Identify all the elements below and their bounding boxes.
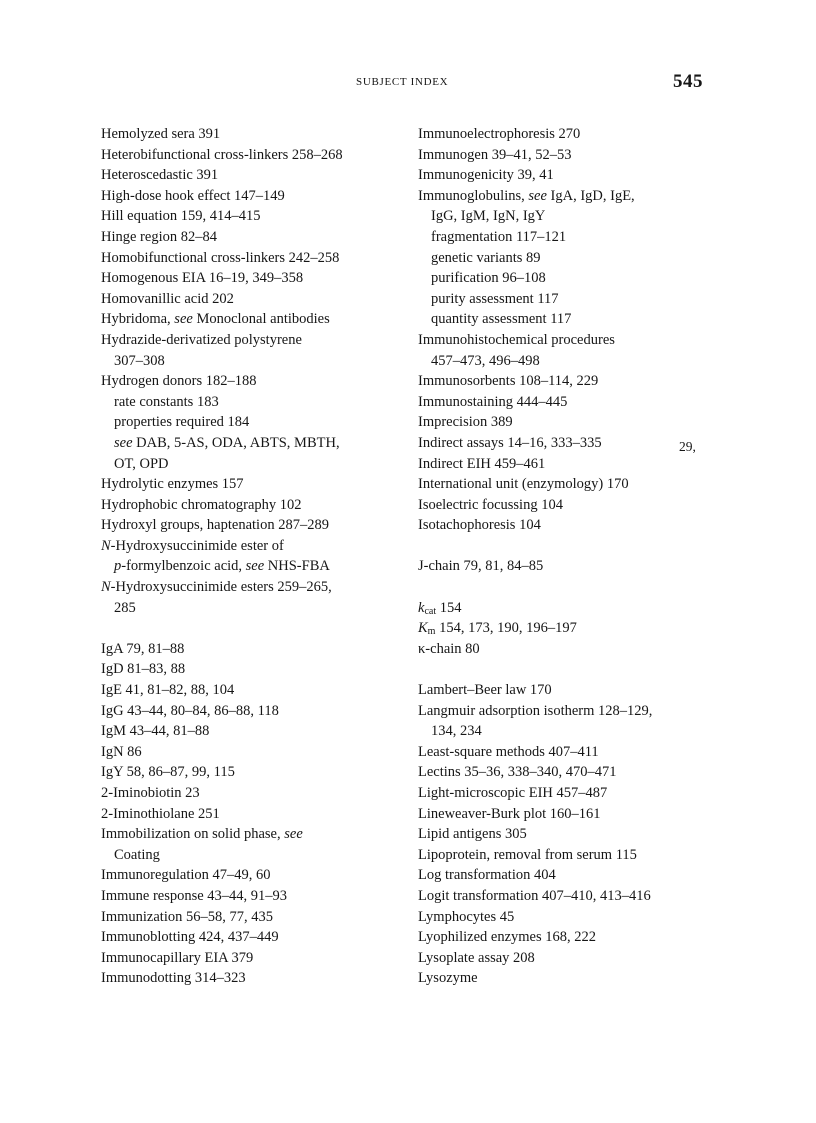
entry-text: see [284, 826, 303, 843]
entry-text: -Hydroxysuccinimide esters 259–265, [110, 579, 332, 596]
entry-text: Immunoblotting 424, 437–449 [101, 929, 279, 946]
index-entry [418, 865, 718, 886]
entry-text: -formylbenzoic acid, [121, 558, 246, 575]
entry-text: see [174, 311, 193, 328]
index-entry [101, 948, 421, 969]
entry-text: Lectins 35–36, 338–340, 470–471 [418, 764, 617, 781]
index-entry [418, 618, 718, 639]
entry-text: Monoclonal antibodies [192, 311, 330, 328]
entry-text: Lipoprotein, removal from serum 115 [418, 846, 637, 863]
index-entry [418, 371, 718, 392]
index-subentry [418, 206, 718, 227]
index-entry [101, 309, 421, 330]
entry-text: Langmuir adsorption isotherm 128–129, [418, 702, 653, 719]
index-entry [101, 762, 421, 783]
entry-text: IgA, IgD, IgE, [546, 187, 635, 204]
index-entry [418, 927, 718, 948]
entry-text: rate constants 183 [114, 393, 219, 410]
entry-text: IgG, IgM, IgN, IgY [431, 208, 546, 225]
entry-text: Hybridoma, [101, 311, 175, 328]
entry-text: purification 96–108 [431, 270, 546, 287]
index-entry [101, 248, 421, 269]
entry-text: -Hydroxysuccinimide ester of [110, 537, 284, 554]
index-spacer [418, 577, 718, 598]
entry-text: 154 [436, 599, 462, 616]
entry-text: Hydrophobic chromatography 102 [101, 496, 302, 513]
entry-text: see [528, 187, 547, 204]
index-entry [101, 206, 421, 227]
index-subentry [418, 227, 718, 248]
entry-text: Lysoplate assay 208 [418, 949, 535, 966]
index-entry [418, 762, 718, 783]
entry-text: IgY 58, 86–87, 99, 115 [101, 764, 235, 781]
index-subentry [101, 412, 421, 433]
index-entry [101, 145, 421, 166]
index-subentry [101, 454, 421, 475]
entry-text: Immunostaining 444–445 [418, 393, 568, 410]
index-entry [101, 124, 421, 145]
entry-text: 134, 234 [431, 723, 482, 740]
entry-text: Lyophilized enzymes 168, 222 [418, 929, 596, 946]
index-entry [101, 804, 421, 825]
index-entry [101, 227, 421, 248]
entry-text: cat [424, 605, 437, 617]
entry-text: NHS-FBA [264, 558, 330, 575]
index-entry [101, 701, 421, 722]
entry-text: Hydroxyl groups, haptenation 287–289 [101, 517, 329, 534]
entry-text: Immunodotting 314–323 [101, 970, 246, 987]
entry-text: fragmentation 117–121 [431, 228, 567, 245]
entry-text: Immunogenicity 39, 41 [418, 167, 554, 184]
index-subentry [418, 289, 718, 310]
index-entry [418, 392, 718, 413]
index-subentry [418, 721, 718, 742]
index-column-right [418, 124, 718, 989]
index-entry [418, 124, 718, 145]
index-entry [101, 783, 421, 804]
entry-text: Hemolyzed sera 391 [101, 126, 221, 142]
index-subentry [101, 556, 421, 577]
index-subentry [418, 309, 718, 330]
index-entry [418, 639, 718, 660]
index-entry [418, 680, 718, 701]
entry-text: 307–308 [114, 352, 165, 369]
index-entry [418, 598, 718, 619]
entry-text: Immunoregulation 47–49, 60 [101, 867, 271, 884]
entry-text: N [101, 537, 111, 554]
entry-text: Immune response 43–44, 91–93 [101, 887, 288, 904]
entry-text: Lambert–Beer law 170 [418, 682, 552, 699]
entry-text: Isotachophoresis 104 [418, 517, 541, 534]
index-entry [418, 330, 718, 351]
entry-text: see [114, 434, 133, 451]
entry-text: Immunocapillary EIA 379 [101, 949, 254, 966]
index-entry [101, 927, 421, 948]
entry-text: Hill equation 159, 414–415 [101, 208, 261, 225]
entry-text: Isoelectric focussing 104 [418, 496, 563, 513]
entry-text: Lysozyme [418, 970, 478, 987]
entry-text: K [418, 620, 428, 637]
entry-text: Immunosorbents 108–114, 229 [418, 373, 599, 390]
entry-text: Immobilization on solid phase, [101, 826, 285, 843]
entry-text: IgA 79, 81–88 [101, 640, 185, 657]
entry-text: Log transformation 404 [418, 867, 556, 884]
index-entry [101, 330, 421, 351]
entry-text: Immunization 56–58, 77, 435 [101, 908, 273, 925]
index-entry [418, 556, 718, 577]
entry-text: 285 [114, 599, 136, 616]
entry-text: Imprecision 389 [418, 414, 513, 431]
entry-text: Immunogen 39–41, 52–53 [418, 146, 572, 163]
index-entry [418, 907, 718, 928]
index-entry [418, 412, 718, 433]
index-entry [101, 165, 421, 186]
index-subentry [418, 268, 718, 289]
entry-text: Logit transformation 407–410, 413–416 [418, 887, 651, 904]
entry-text: IgG 43–44, 80–84, 86–88, 118 [101, 702, 279, 719]
index-subentry [418, 248, 718, 269]
entry-text: 2-Iminothiolane 251 [101, 805, 220, 822]
entry-text: Immunoglobulins, [418, 187, 529, 204]
index-entry [101, 289, 421, 310]
index-spacer [418, 536, 718, 557]
entry-text: Homovanillic acid 202 [101, 290, 234, 307]
index-entry [418, 474, 718, 495]
index-entry [101, 824, 421, 845]
entry-text: Hydrolytic enzymes 157 [101, 476, 244, 493]
entry-text: properties required 184 [114, 414, 250, 431]
entry-text: IgN 86 [101, 743, 142, 760]
index-entry [101, 186, 421, 207]
index-spacer [418, 659, 718, 680]
entry-text: 2-Iminobiotin 23 [101, 785, 200, 801]
entry-text: κ-chain 80 [418, 640, 480, 657]
index-entry [101, 886, 421, 907]
page-number: 545 [673, 71, 703, 92]
header-title: SUBJECT INDEX [356, 76, 449, 88]
entry-text: quantity assessment 117 [431, 311, 572, 328]
index-entry [418, 454, 718, 475]
entry-text: IgE 41, 81–82, 88, 104 [101, 682, 235, 699]
index-entry [418, 515, 718, 536]
entry-text: 457–473, 496–498 [431, 352, 540, 369]
index-entry [101, 577, 421, 598]
index-subentry [101, 845, 421, 866]
entry-text: m [427, 626, 436, 638]
entry-text: Lipid antigens 305 [418, 826, 527, 843]
index-entry [418, 948, 718, 969]
entry-text: N [101, 579, 111, 596]
entry-text: Hinge region 82–84 [101, 228, 217, 245]
entry-text: IgD 81–83, 88 [101, 661, 186, 678]
index-entry [101, 721, 421, 742]
entry-text: Indirect assays 14–16, 333–335 [418, 434, 602, 451]
entry-text: genetic variants 89 [431, 249, 541, 266]
index-spacer [101, 618, 421, 639]
index-entry [418, 845, 718, 866]
index-entry [101, 371, 421, 392]
index-subentry [101, 351, 421, 372]
entry-text: Light-microscopic EIH 457–487 [418, 785, 608, 801]
index-entry [418, 186, 718, 207]
entry-text: Indirect EIH 459–461 [418, 455, 546, 472]
index-entry [101, 474, 421, 495]
index-column-left [101, 124, 421, 989]
entry-text: Coating [114, 846, 160, 863]
index-subentry [418, 351, 718, 372]
index-subentry [101, 392, 421, 413]
index-entry [418, 804, 718, 825]
entry-text: Heteroscedastic 391 [101, 167, 219, 184]
stray-page-reference: 29, [679, 439, 696, 454]
entry-text: purity assessment 117 [431, 290, 559, 307]
index-subentry [101, 598, 421, 619]
index-entry [101, 515, 421, 536]
index-entry [418, 742, 718, 763]
entry-text: DAB, 5-AS, ODA, ABTS, MBTH, [132, 434, 340, 451]
index-entry [418, 495, 718, 516]
entry-text: k [418, 599, 425, 616]
entry-text: Immunoelectrophoresis 270 [418, 126, 581, 142]
index-subentry [101, 433, 421, 454]
index-entry [101, 639, 421, 660]
entry-text: Lineweaver-Burk plot 160–161 [418, 805, 601, 822]
entry-text: Hydrogen donors 182–188 [101, 373, 257, 390]
index-entry [101, 268, 421, 289]
index-entry [418, 701, 718, 722]
entry-text: Homogenous EIA 16–19, 349–358 [101, 270, 304, 287]
index-entry [101, 495, 421, 516]
index-entry [101, 742, 421, 763]
entry-text: Heterobifunctional cross-linkers 258–268 [101, 146, 343, 163]
index-entry [101, 659, 421, 680]
entry-text: Homobifunctional cross-linkers 242–258 [101, 249, 340, 266]
entry-text: 154, 173, 190, 196–197 [435, 620, 577, 637]
entry-text: J-chain 79, 81, 84–85 [418, 558, 544, 575]
index-entry [418, 145, 718, 166]
entry-text: IgM 43–44, 81–88 [101, 723, 210, 740]
index-entry [101, 907, 421, 928]
index-entry [101, 536, 421, 557]
entry-text: OT, OPD [114, 455, 169, 472]
index-entry [101, 680, 421, 701]
index-entry [418, 886, 718, 907]
entry-text: Immunohistochemical procedures [418, 331, 615, 348]
index-entry [418, 433, 718, 454]
index-entry [418, 783, 718, 804]
index-entry [101, 865, 421, 886]
entry-text: p [114, 558, 122, 575]
entry-text: Least-square methods 407–411 [418, 743, 599, 760]
entry-text: Hydrazide-derivatized polystyrene [101, 331, 302, 348]
index-entry [101, 968, 421, 989]
entry-text: High-dose hook effect 147–149 [101, 187, 285, 204]
index-entry [418, 824, 718, 845]
entry-text: International unit (enzymology) 170 [418, 476, 629, 493]
entry-text: see [245, 558, 265, 575]
entry-text: Lymphocytes 45 [418, 908, 515, 925]
index-entry [418, 968, 718, 989]
index-entry [418, 165, 718, 186]
